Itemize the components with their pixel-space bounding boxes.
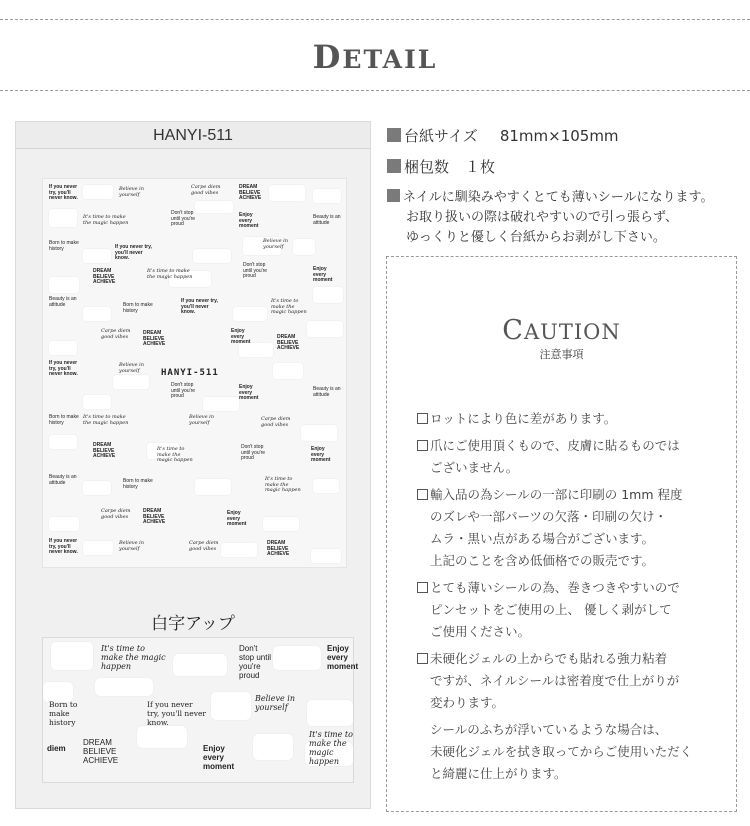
sticker-believe: Believe in yourself (119, 540, 144, 552)
zoom-caption: 白字アップ (151, 614, 235, 634)
white-sticker-shape (113, 375, 149, 389)
sticker-magic: It's time to make the magic happen (265, 476, 301, 493)
white-sticker-shape (83, 307, 111, 321)
white-sticker-shape (49, 277, 79, 293)
white-sticker-shape (313, 189, 341, 203)
spec-package-count (387, 156, 495, 177)
checkbox-square-icon (417, 582, 428, 593)
sticker-dream: DREAM BELIEVE ACHIEVE (143, 508, 166, 525)
white-sticker-shape (203, 397, 239, 411)
white-sticker-shape (95, 678, 153, 696)
spec-note-line: お取り扱いの際は破れやすいので引っ張らず、 (406, 210, 678, 225)
sticker-if-you-never: If you never try, you'll never know. (49, 360, 78, 377)
white-sticker-shape (195, 479, 231, 495)
caution-extra-line: シールのふちが浮いているような場合は、 (430, 722, 668, 737)
detail-heading: DETAIL (312, 38, 438, 76)
sticker-enjoy: Enjoy every moment (327, 644, 359, 671)
caution-extra-line: と綺麗に仕上がります。 (430, 766, 567, 781)
caution-item-line: 上記のことを含め低価格での販売です。 (430, 553, 655, 568)
caution-item-line: とても薄いシールの為、巻きつきやすいので (430, 580, 680, 595)
sticker-dont-stop: Don't stop until you're proud (171, 382, 196, 399)
caution-item (417, 648, 717, 714)
caution-item-line: のズレや一部パーツの欠落・印刷の欠け・ (430, 509, 668, 524)
sticker-believe: Believe in yourself (255, 694, 295, 712)
sticker-born: Born to make history (49, 414, 79, 426)
checkbox-square-icon (417, 489, 428, 500)
product-code-title: HANYI-511 (16, 122, 370, 149)
sticker-dream: DREAM BELIEVE ACHIEVE (277, 334, 300, 351)
checkbox-square-icon (417, 413, 428, 424)
sticker-born: Born to make history (123, 302, 153, 314)
white-sticker-shape (273, 646, 321, 670)
caution-subtitle: 注意事項 (539, 348, 584, 361)
sticker-dont-stop: Don't stop until you're proud (239, 644, 272, 680)
white-sticker-shape (83, 395, 111, 409)
white-sticker-shape (49, 517, 79, 531)
sticker-born: Born to make history (49, 240, 79, 252)
sticker-magic: It's time to make the magic happen (271, 298, 307, 315)
sticker-carpe-diem: Carpe diem good vibes (261, 416, 291, 428)
spec-note-line: ネイルに馴染みやすくとても薄いシールになります。 (403, 190, 714, 205)
sticker-magic: It's time to make the magic happen (101, 644, 166, 671)
sticker-believe: Believe in yourself (189, 414, 214, 426)
white-sticker-shape (49, 435, 77, 449)
sticker-beauty: Beauty is an attitude (49, 296, 77, 308)
sticker-dream: DREAM BELIEVE ACHIEVE (143, 330, 166, 347)
sticker-enjoy: Enjoy every moment (313, 266, 333, 283)
caution-extra-note (417, 719, 717, 785)
spec-size-label: 台紙サイズ (404, 127, 478, 145)
white-sticker-shape (307, 700, 353, 726)
spec-note (387, 188, 713, 248)
white-sticker-shape (211, 692, 251, 720)
white-sticker-shape (301, 425, 337, 441)
caution-item (417, 577, 717, 643)
sticker-believe: Believe in yourself (119, 362, 144, 374)
white-sticker-shape (49, 209, 77, 227)
white-sticker-shape (193, 249, 231, 263)
zoom-detail-image (42, 637, 359, 783)
sticker-carpe-diem: Carpe diem good vibes (101, 328, 131, 340)
sticker-dream: DREAM BELIEVE ACHIEVE (83, 738, 119, 765)
caution-item-line: ございません。 (430, 460, 519, 475)
sticker-dream: DREAM BELIEVE ACHIEVE (239, 184, 262, 201)
white-sticker-shape (43, 682, 73, 702)
sticker-enjoy: Enjoy every moment (203, 744, 235, 771)
sticker-if-you-never: If you never try, you'll never know. (115, 244, 152, 261)
caution-item-line: 爪にご使用頂くもので、皮膚に貼るものでは (430, 438, 680, 453)
spec-count-label: 梱包数 (404, 158, 450, 176)
white-sticker-shape (233, 307, 267, 321)
caution-box (386, 256, 737, 812)
caution-item (417, 435, 717, 479)
sticker-enjoy: Enjoy every moment (239, 384, 259, 401)
caution-item-line: 輸入品の為シールの一部に印刷の 1mm 程度 (430, 487, 683, 502)
sticker-enjoy: Enjoy every moment (239, 212, 259, 229)
heading-bottom-divider (0, 90, 750, 91)
caution-item-line: 未硬化ジェルの上からでも貼れる強力粘着 (430, 651, 668, 666)
sticker-magic: It's time to make the magic happen (83, 414, 129, 426)
sticker-dont-stop: Don't stop until you're proud (171, 210, 196, 227)
square-bullet-icon (387, 159, 401, 173)
spec-count-value: １枚 (465, 158, 496, 176)
caution-item-line: ムラ・黒い点がある場合がございます。 (430, 531, 655, 546)
sticker-carpe-diem-partial: diem (47, 744, 66, 753)
sticker-born: Born to make history (49, 700, 78, 727)
sticker-if-you-never: If you never try, you'll never know. (181, 298, 218, 315)
white-sticker-shape (273, 363, 303, 379)
white-sticker-shape (83, 541, 113, 555)
caution-item-line: ピンセットをご使用の上、 優しく剥がして (430, 602, 672, 617)
spec-size-value: 81mm×105mm (499, 127, 619, 145)
sticker-carpe-diem: Carpe diem good vibes (191, 184, 221, 196)
white-sticker-shape (51, 642, 93, 670)
spec-sheet-size (387, 125, 619, 146)
white-sticker-shape (253, 734, 293, 760)
sticker-beauty: Beauty is an attitude (313, 214, 341, 226)
sticker-beauty: Beauty is an attitude (313, 386, 341, 398)
sticker-believe: Believe in yourself (263, 238, 288, 250)
caution-list (417, 408, 717, 790)
sticker-enjoy: Enjoy every moment (311, 446, 331, 463)
caution-item (417, 484, 717, 572)
sticker-magic: It's time to make the magic happen (147, 268, 193, 280)
white-sticker-shape (313, 479, 339, 493)
white-sticker-shape (83, 185, 113, 199)
checkbox-square-icon (417, 440, 428, 451)
sticker-carpe-diem: Carpe diem good vibes (101, 508, 131, 520)
sticker-beauty: Beauty is an attitude (49, 474, 77, 486)
caution-heading: CAUTION (502, 315, 621, 346)
white-sticker-shape (311, 549, 341, 563)
sticker-if-you-never: If you never try, you'll never know. (49, 184, 78, 201)
sticker-dont-stop: Don't stop until you're proud (241, 444, 266, 461)
caution-item (417, 408, 717, 430)
caution-item-line: ロットにより色に差があります。 (430, 411, 617, 426)
sticker-sheet-image (42, 178, 347, 568)
white-sticker-shape (263, 517, 299, 531)
white-sticker-shape (49, 341, 77, 355)
sticker-carpe-diem: Carpe diem good vibes (189, 540, 219, 552)
top-dashed-divider (0, 19, 750, 20)
sticker-dont-stop: Don't stop until you're proud (243, 262, 268, 279)
white-sticker-shape (313, 287, 343, 303)
caution-item-line: 変わります。 (430, 695, 505, 710)
white-sticker-shape (83, 249, 111, 263)
spec-note-line: ゆっくりと優しく台紙からお剥がし下さい。 (406, 230, 666, 245)
white-sticker-shape (137, 726, 187, 748)
square-bullet-icon (387, 189, 400, 202)
sticker-if-you-never: If you never try, you'll never know. (147, 700, 206, 727)
white-sticker-shape (307, 321, 343, 337)
checkbox-square-icon (417, 653, 428, 664)
sticker-if-you-never: If you never try, you'll never know. (49, 538, 78, 555)
white-sticker-shape (173, 654, 227, 676)
caution-item-line: ご使用ください。 (430, 624, 531, 639)
sticker-magic: It's time to make the magic happen (83, 214, 129, 226)
product-image-panel (15, 121, 371, 809)
sticker-enjoy: Enjoy every moment (227, 510, 247, 527)
caution-extra-line: 未硬化ジェルを拭き取ってからご使用いただく (430, 744, 693, 759)
caution-item-line: ですが、ネイルシールは密着度で仕上がりが (430, 673, 680, 688)
white-sticker-shape (83, 481, 111, 495)
sticker-dream: DREAM BELIEVE ACHIEVE (93, 268, 116, 285)
sticker-believe: Believe in yourself (119, 186, 144, 198)
sticker-dream: DREAM BELIEVE ACHIEVE (267, 540, 290, 557)
sticker-magic: It's time to make the magic happen (309, 730, 353, 766)
square-bullet-icon (387, 128, 401, 142)
sticker-dream: DREAM BELIEVE ACHIEVE (93, 442, 116, 459)
sticker-enjoy: Enjoy every moment (231, 328, 251, 345)
sticker-magic: It's time to make the magic happen (157, 446, 193, 463)
sheet-product-label: HANYI-511 (161, 368, 219, 378)
sticker-born: Born to make history (123, 478, 153, 490)
